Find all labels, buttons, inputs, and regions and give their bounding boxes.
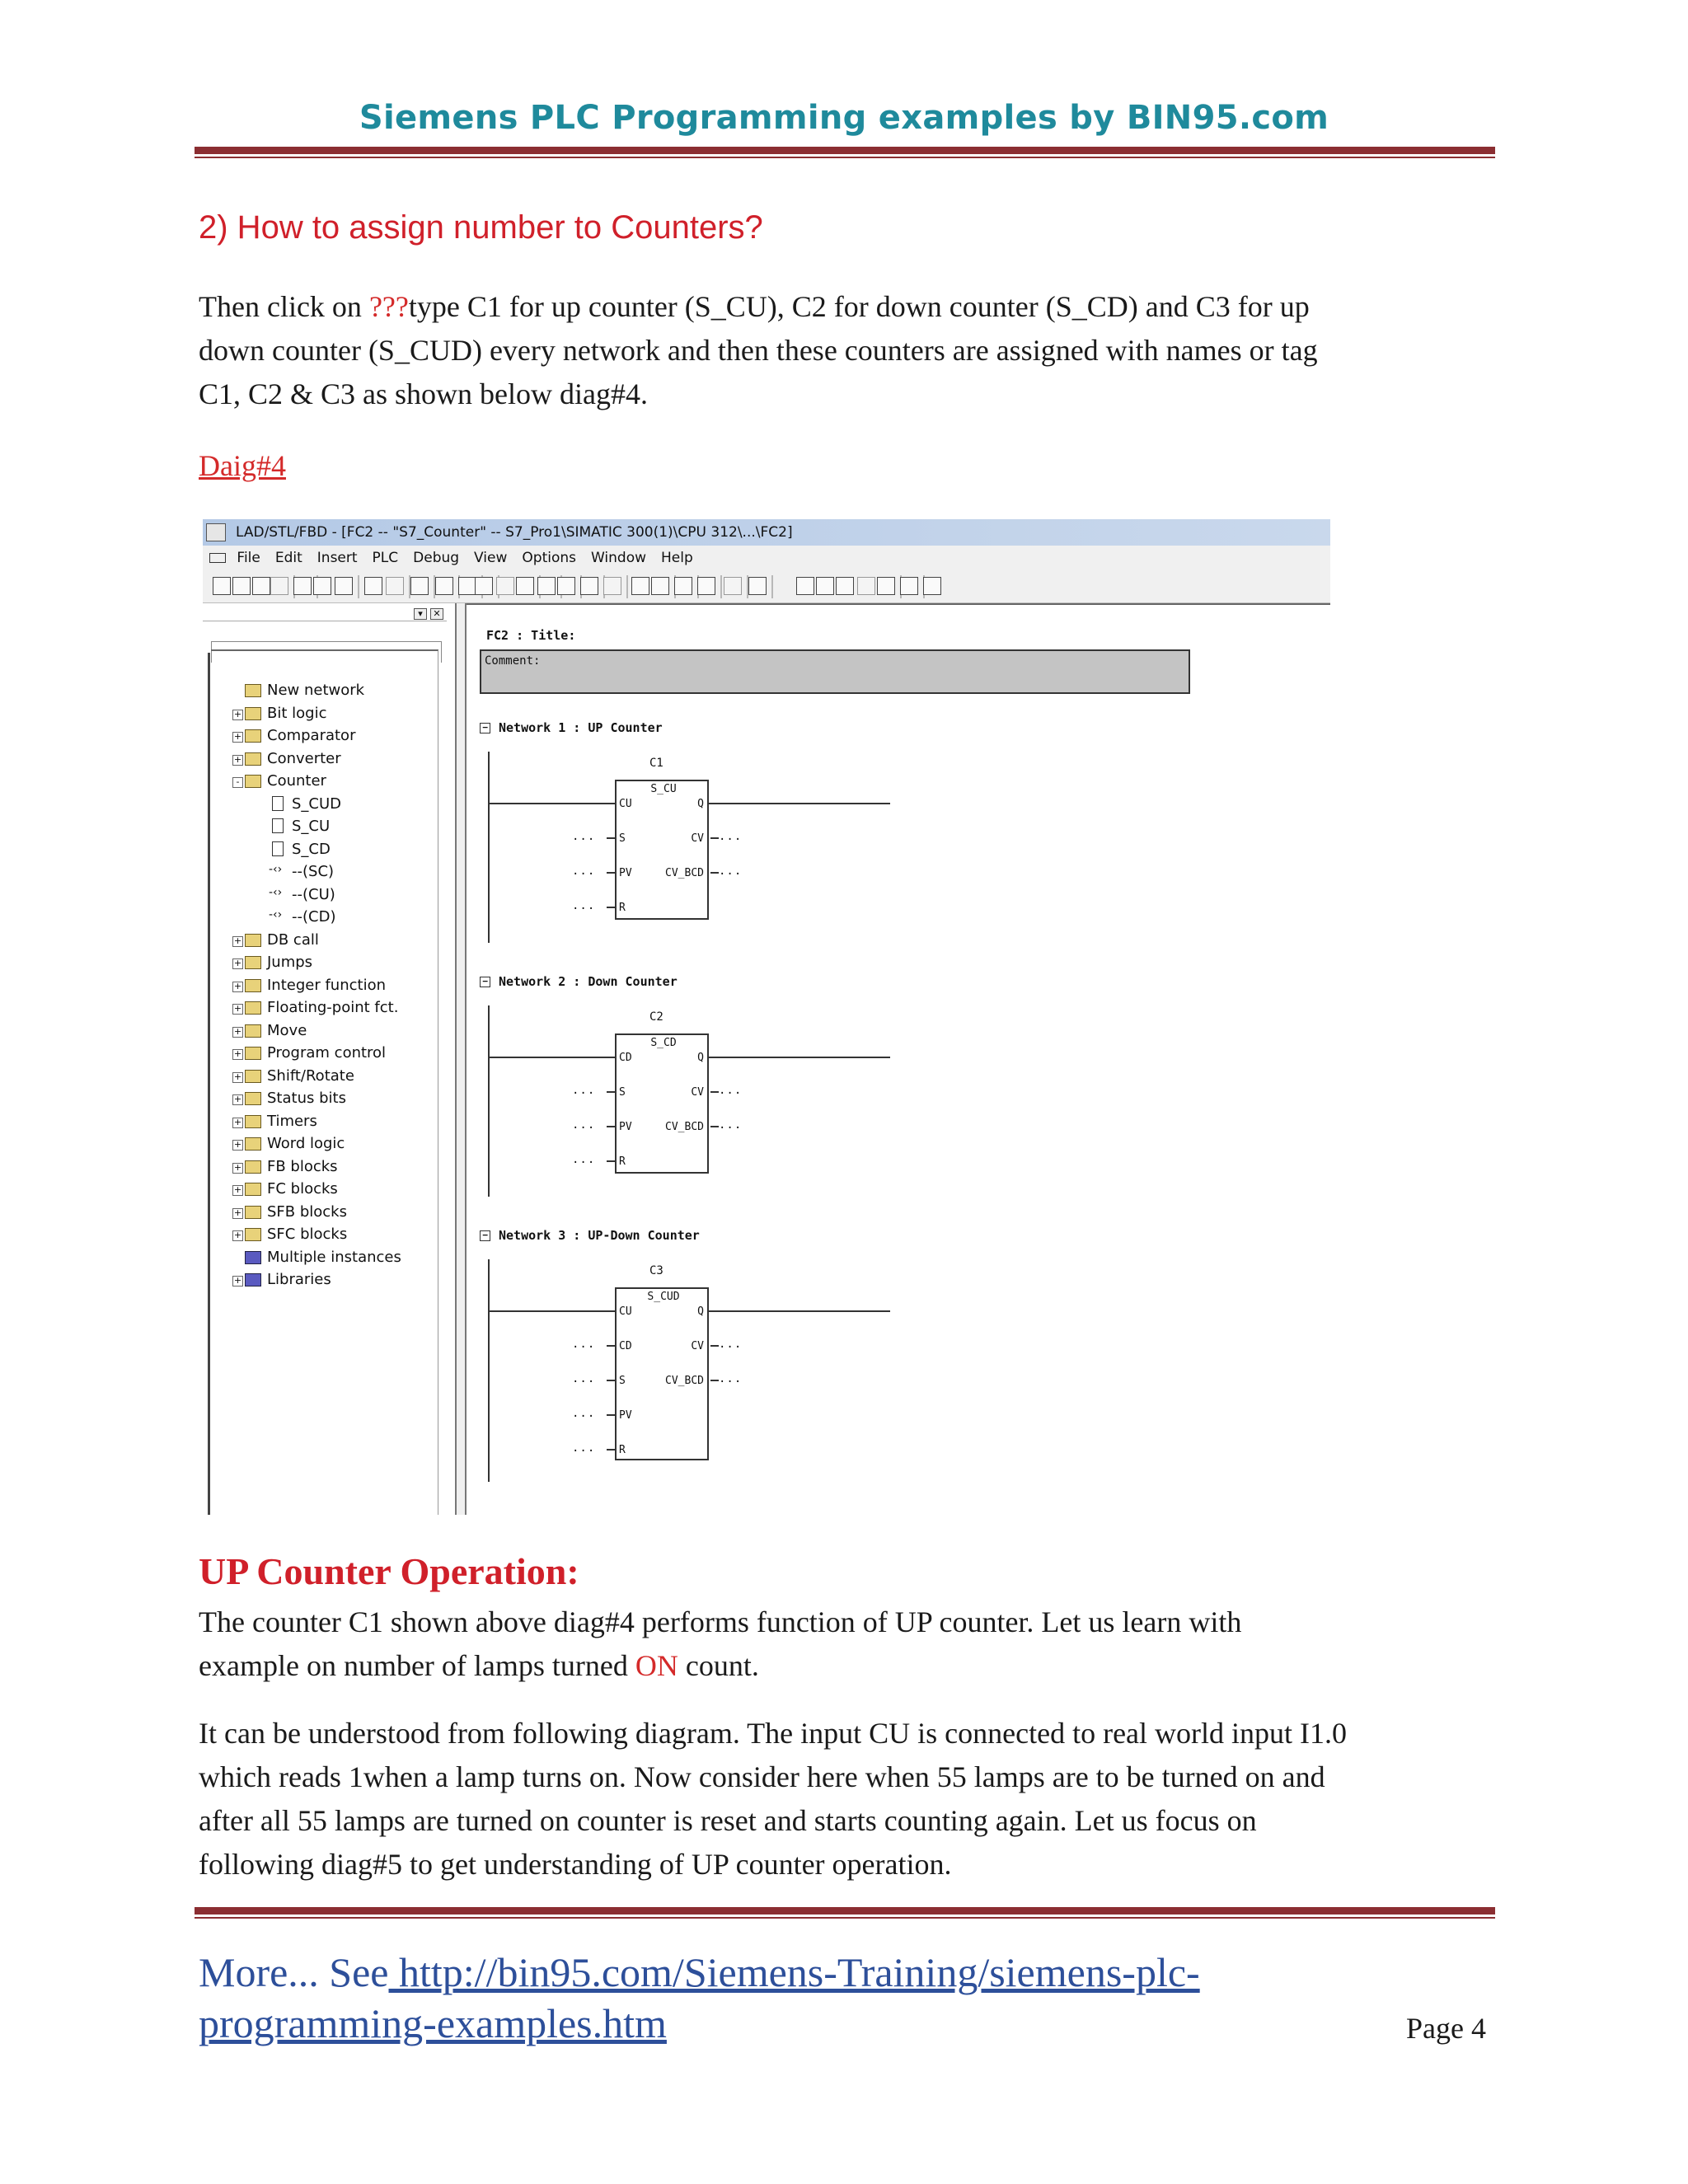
- diag-label: Daig#4: [199, 449, 286, 482]
- network-heading-text: Network 3 : UP-Down Counter: [499, 1228, 700, 1243]
- coil-icon: -‹›: [269, 863, 283, 876]
- output-pin: CV_BCD: [665, 1375, 704, 1387]
- pane-top-border: [203, 607, 447, 621]
- folder-icon: [245, 1115, 261, 1128]
- expand-icon[interactable]: +: [233, 958, 242, 968]
- tree-item-label: Program control: [267, 1044, 387, 1062]
- input-pin: CD: [619, 1052, 632, 1064]
- toolbar-separator: [771, 575, 773, 598]
- tree-item-label: --(SC): [292, 863, 335, 880]
- intro-marks: ???: [368, 290, 409, 323]
- tree-item-label: SFB blocks: [267, 1202, 347, 1221]
- input-pin: S: [619, 1086, 626, 1099]
- tree-item-label: S_CD: [292, 840, 331, 858]
- footer-more-link[interactable]: [199, 1947, 1369, 2049]
- expand-icon[interactable]: +: [233, 1139, 242, 1150]
- output-pin: CV: [691, 1340, 704, 1352]
- dropdown-icon[interactable]: ▾: [414, 608, 427, 620]
- rung-line: [490, 1310, 615, 1312]
- expand-icon[interactable]: +: [233, 1230, 242, 1240]
- output-wire: [710, 872, 719, 874]
- toolbar-button-icon[interactable]: [580, 577, 598, 595]
- footer-rule: [195, 1907, 1495, 1919]
- expand-icon[interactable]: +: [233, 731, 242, 742]
- tree-item[interactable]: [233, 1271, 331, 1288]
- toolbar-button-icon[interactable]: [603, 577, 621, 595]
- toolbar-button-icon[interactable]: [923, 577, 941, 595]
- output-placeholder[interactable]: ...: [719, 1118, 743, 1132]
- folder-icon: [245, 752, 261, 766]
- app-icon: [206, 523, 226, 541]
- folder-icon: [245, 1206, 261, 1219]
- tree-item-label: --(CU): [292, 885, 335, 903]
- power-rail: [488, 752, 490, 943]
- toolbar-button-icon[interactable]: [697, 577, 715, 595]
- toolbar-button-icon[interactable]: [674, 577, 692, 595]
- folder-icon: [245, 1228, 261, 1241]
- coil-icon: -‹›: [269, 885, 283, 899]
- expand-icon[interactable]: +: [233, 1025, 242, 1037]
- fc-title: FC2 : Title:: [486, 628, 576, 643]
- toolbar-separator: [358, 575, 359, 598]
- toolbar-button-icon[interactable]: [386, 577, 404, 595]
- output-wire: [710, 1126, 719, 1127]
- tree-item[interactable]: [233, 1135, 345, 1152]
- operation-paragraph-1: [199, 1601, 1501, 1688]
- tree-item-label: Converter: [267, 749, 341, 767]
- block-icon: [272, 818, 284, 833]
- intro-line-3: C1, C2 & C3 as shown below diag#4.: [199, 377, 648, 410]
- input-pin: CU: [619, 1305, 632, 1318]
- input-wire: [607, 837, 615, 839]
- op-p1-on: ON: [635, 1649, 678, 1682]
- block-type: S_CD: [650, 1037, 677, 1049]
- tree-item-label: Shift/Rotate: [267, 1066, 354, 1085]
- toolbar-separator: [626, 575, 628, 598]
- expand-icon[interactable]: +: [233, 1071, 242, 1082]
- input-wire: [607, 1091, 615, 1093]
- tree-item[interactable]: [233, 1044, 387, 1062]
- output-placeholder[interactable]: ...: [719, 1338, 743, 1351]
- tree-item-label: Timers: [267, 1112, 317, 1130]
- input-pin: PV: [619, 867, 632, 879]
- folder-icon: [245, 979, 261, 992]
- menu-file[interactable]: File: [237, 550, 260, 566]
- tree-item-label: Counter: [267, 772, 326, 790]
- expand-icon[interactable]: +: [233, 1048, 242, 1059]
- op-p1-line-2: [199, 1644, 1501, 1688]
- input-pin: PV: [619, 1121, 632, 1133]
- intro-line-2: down counter (S_CUD) every network and then these counters are assigned with names or tag: [199, 334, 1318, 367]
- toolbar-button-icon[interactable]: [816, 577, 834, 595]
- toolbar-button-icon[interactable]: [537, 577, 556, 595]
- input-wire: [607, 872, 615, 874]
- expand-icon[interactable]: +: [233, 1161, 242, 1173]
- intro-line-1: [199, 285, 1501, 329]
- op-p1-line-1: The counter C1 shown above diag#4 performs function of UP counter. Let us learn with: [199, 1605, 1242, 1638]
- tree-item[interactable]: [233, 930, 319, 949]
- window-title: LAD/STL/FBD - [FC2 -- "S7_Counter" -- S7_Pro1\SIMATIC 300(1)\CPU 312\...\FC2]: [236, 524, 793, 541]
- section-heading: 2) How to assign number to Counters?: [199, 209, 763, 246]
- expand-icon[interactable]: +: [233, 708, 242, 719]
- counter-block[interactable]: [615, 1287, 709, 1460]
- rung-line: [709, 1310, 890, 1312]
- network-heading[interactable]: [480, 974, 678, 989]
- editor-screenshot: [203, 519, 1330, 1515]
- expand-icon[interactable]: +: [233, 1207, 242, 1218]
- expand-icon[interactable]: +: [233, 980, 242, 991]
- op-p2-line-4: following diag#5 to get understanding of UP counter operation.: [199, 1848, 952, 1881]
- input-pin: CD: [619, 1340, 632, 1352]
- expand-icon[interactable]: +: [233, 1184, 242, 1195]
- block-type: S_CU: [650, 783, 677, 795]
- collapse-icon[interactable]: −: [480, 723, 490, 733]
- toolbar-button-icon[interactable]: [213, 577, 231, 595]
- tree-item[interactable]: [233, 1112, 317, 1130]
- tree-item[interactable]: [257, 1249, 401, 1266]
- tree-item-label: S_CUD: [292, 794, 342, 813]
- folder-icon: [245, 775, 261, 788]
- toolbar-button-icon[interactable]: [651, 577, 669, 595]
- op-p1-suffix: count.: [678, 1649, 759, 1682]
- tree-item[interactable]: [233, 1021, 307, 1039]
- tree-item[interactable]: [257, 682, 364, 699]
- toolbar-button-icon[interactable]: [724, 577, 742, 595]
- tree-item[interactable]: [269, 885, 335, 903]
- program-elements-pane: [203, 603, 450, 1515]
- tree-item-label: --(CD): [292, 908, 336, 926]
- rung-line: [490, 1057, 615, 1058]
- input-placeholder[interactable]: ...: [572, 899, 596, 912]
- menu-bar: [203, 546, 1330, 570]
- footer-more-text: More... See: [199, 1949, 389, 1995]
- tree-item[interactable]: [269, 908, 336, 926]
- output-pin: CV: [691, 832, 704, 845]
- tree-item[interactable]: [233, 999, 399, 1016]
- intro-paragraph: [199, 285, 1501, 416]
- toolbar-button-icon[interactable]: [232, 577, 251, 595]
- comment-box[interactable]: Comment:: [480, 649, 1190, 694]
- coil-icon: -‹›: [269, 908, 283, 921]
- counter-block[interactable]: [615, 780, 709, 920]
- expand-icon[interactable]: +: [233, 1275, 242, 1286]
- toolbar-button-icon[interactable]: [836, 577, 854, 595]
- folder-icon: [245, 1070, 261, 1083]
- intro-prefix: Then click on: [199, 290, 369, 323]
- toolbar-button-icon[interactable]: [335, 577, 353, 595]
- expand-icon[interactable]: +: [233, 1094, 242, 1104]
- folder-icon: [245, 1137, 261, 1151]
- output-wire: [710, 837, 719, 839]
- menu-edit[interactable]: Edit: [274, 550, 302, 566]
- tree-item-label: Status bits: [267, 1090, 346, 1107]
- menu-view[interactable]: View: [474, 550, 508, 566]
- input-wire: [607, 1160, 615, 1162]
- toolbar-button-icon[interactable]: [631, 577, 649, 595]
- input-pin: S: [619, 832, 626, 845]
- tree-item-label: FB blocks: [267, 1157, 338, 1175]
- rung-line: [709, 1057, 890, 1058]
- toolbar-button-icon[interactable]: [410, 577, 429, 595]
- network-heading[interactable]: [480, 720, 663, 735]
- collapse-icon[interactable]: −: [480, 1230, 490, 1241]
- input-wire: [607, 1126, 615, 1127]
- output-pin: Q: [697, 1305, 704, 1318]
- network-heading-text: Network 1 : UP Counter: [499, 720, 663, 735]
- op-p2-line-2: which reads 1when a lamp turns on. Now consider here when 55 lamps are to be turned on and: [199, 1760, 1325, 1793]
- output-placeholder[interactable]: ...: [719, 1084, 743, 1097]
- rung-line: [490, 803, 615, 804]
- document-header-title: Siemens PLC Programming examples by BIN95.com: [359, 99, 1329, 137]
- input-wire: [607, 1449, 615, 1451]
- page-number: Page 4: [1406, 2012, 1486, 2045]
- output-placeholder[interactable]: ...: [719, 1372, 743, 1385]
- input-placeholder[interactable]: ...: [572, 1084, 596, 1097]
- input-wire: [607, 1414, 615, 1416]
- input-pin: CU: [619, 798, 632, 810]
- menu-options[interactable]: Options: [522, 550, 576, 566]
- tree-item[interactable]: [233, 954, 313, 971]
- folder-icon: [245, 1183, 261, 1196]
- tree-item[interactable]: [282, 795, 341, 813]
- folder-icon: [245, 1092, 261, 1105]
- tree-item-label: FC blocks: [267, 1180, 338, 1197]
- power-rail: [488, 1005, 490, 1197]
- close-icon[interactable]: ✕: [430, 608, 443, 620]
- collapse-icon[interactable]: -: [232, 777, 243, 788]
- tree-item-label: Comparator: [267, 727, 356, 744]
- library-icon: [245, 1273, 261, 1286]
- input-placeholder[interactable]: ...: [572, 1338, 596, 1351]
- output-placeholder[interactable]: ...: [719, 865, 743, 878]
- power-rail: [488, 1259, 490, 1482]
- block-icon: [272, 796, 284, 811]
- input-placeholder[interactable]: ...: [572, 830, 596, 843]
- tree-left-border: [208, 653, 210, 1515]
- tree-item[interactable]: [269, 863, 335, 880]
- pane-splitter[interactable]: [455, 603, 467, 1515]
- ladder-editor: [467, 603, 1330, 1515]
- tree-item-label: Bit logic: [267, 704, 327, 722]
- tree-item[interactable]: [233, 976, 386, 994]
- header-rule: [195, 147, 1495, 158]
- counter-address[interactable]: C1: [649, 757, 663, 770]
- tree-item-label: New network: [267, 682, 365, 699]
- output-pin: CV_BCD: [665, 867, 704, 879]
- tree-item-label: Jumps: [267, 954, 313, 971]
- tree-item[interactable]: [233, 1226, 348, 1243]
- folder-icon: [245, 934, 261, 947]
- toolbar-button-icon[interactable]: [435, 577, 453, 595]
- output-wire: [710, 1380, 719, 1381]
- folder-icon: [245, 1001, 261, 1015]
- output-placeholder[interactable]: ...: [719, 830, 743, 843]
- block-type: S_CUD: [647, 1291, 680, 1303]
- operation-heading: UP Counter Operation:: [199, 1550, 579, 1592]
- library-icon: [245, 1251, 261, 1264]
- tree-item[interactable]: [282, 818, 330, 835]
- input-pin: PV: [619, 1409, 632, 1422]
- input-pin: R: [619, 902, 626, 914]
- folder-icon: [245, 1160, 261, 1174]
- menu-insert[interactable]: Insert: [316, 550, 358, 566]
- toolbar-button-icon[interactable]: [857, 577, 875, 595]
- tree-item[interactable]: [233, 1180, 338, 1197]
- tree-item[interactable]: [233, 749, 341, 767]
- tree-item[interactable]: [233, 1090, 346, 1107]
- folder-icon: [245, 1024, 261, 1038]
- footer-url-part-2[interactable]: programming-examples.htm: [199, 2000, 667, 2046]
- toolbar-button-icon[interactable]: [475, 577, 493, 595]
- intro-line1-rest: type C1 for up counter (S_CU), C2 for down counter (S_CD) and C3 for up: [408, 290, 1310, 323]
- toolbar-button-icon[interactable]: [313, 577, 331, 595]
- toolbar-button-icon[interactable]: [796, 577, 814, 595]
- footer-url-part-1[interactable]: http://bin95.com/Siemens-Training/siemens-plc-: [388, 1949, 1200, 1995]
- output-pin: Q: [697, 798, 704, 810]
- tree-item-label: SFC blocks: [267, 1226, 348, 1243]
- toolbar-separator: [720, 575, 722, 598]
- input-wire: [607, 1345, 615, 1347]
- tree-item[interactable]: [233, 704, 327, 722]
- tree-item[interactable]: [282, 841, 331, 858]
- tree-item-label: Multiple instances: [267, 1248, 401, 1266]
- menu-plc[interactable]: PLC: [372, 550, 399, 566]
- tree-item[interactable]: [236, 772, 326, 790]
- input-placeholder[interactable]: ...: [572, 1372, 596, 1385]
- tree-item-label: Word logic: [267, 1135, 345, 1152]
- expand-icon[interactable]: +: [233, 935, 242, 946]
- input-pin: R: [619, 1155, 626, 1168]
- counter-address[interactable]: C3: [649, 1264, 663, 1277]
- menu-window[interactable]: Window: [590, 550, 647, 566]
- tree-item-label: S_CU: [292, 818, 331, 835]
- toolbar-button-icon[interactable]: [458, 577, 476, 595]
- input-placeholder[interactable]: ...: [572, 1441, 596, 1455]
- input-placeholder[interactable]: ...: [572, 1153, 596, 1166]
- menu-help[interactable]: Help: [661, 550, 693, 566]
- output-wire: [710, 1345, 719, 1347]
- operation-paragraph-2: [199, 1712, 1501, 1886]
- toolbar-button-icon[interactable]: [900, 577, 918, 595]
- toolbar-button-icon[interactable]: [270, 577, 288, 595]
- expand-icon[interactable]: +: [233, 1116, 242, 1127]
- output-wire: [710, 1091, 719, 1093]
- input-placeholder[interactable]: ...: [572, 1407, 596, 1420]
- input-wire: [607, 1380, 615, 1381]
- rung-line: [709, 803, 890, 804]
- input-wire: [607, 907, 615, 908]
- toolbar-button-icon[interactable]: [496, 577, 514, 595]
- op-p2-line-3: after all 55 lamps are turned on counter is reset and starts counting again. Let us focus on: [199, 1804, 1257, 1837]
- block-icon: [272, 841, 284, 856]
- menu-debug[interactable]: Debug: [413, 550, 460, 566]
- toolbar-button-icon[interactable]: [252, 577, 270, 595]
- output-pin: Q: [697, 1052, 704, 1064]
- tree-item[interactable]: [233, 1202, 347, 1221]
- toolbar-button-icon[interactable]: [748, 577, 767, 595]
- input-placeholder[interactable]: ...: [572, 1118, 596, 1132]
- toolbar-button-icon[interactable]: [877, 577, 895, 595]
- network-heading[interactable]: [480, 1228, 700, 1243]
- op-p2-line-1: It can be understood from following diagram. The input CU is connected to real world input I1.0: [199, 1717, 1348, 1750]
- input-pin: R: [619, 1444, 626, 1456]
- window-titlebar: [203, 519, 1330, 546]
- input-pin: S: [619, 1375, 626, 1387]
- tree-item-label: Integer function: [267, 976, 386, 994]
- counter-address[interactable]: C2: [649, 1010, 663, 1024]
- network-heading-text: Network 2 : Down Counter: [499, 974, 678, 989]
- tree-item-label: Libraries: [267, 1271, 331, 1288]
- tree-item-label: Move: [267, 1021, 307, 1039]
- output-pin: CV_BCD: [665, 1121, 704, 1133]
- expand-icon[interactable]: +: [233, 753, 242, 765]
- window-menu-icon[interactable]: [209, 553, 226, 563]
- toolbar: [203, 570, 1330, 603]
- tree-item-label: DB call: [267, 930, 319, 949]
- folder-icon: [245, 956, 261, 969]
- op-p1-prefix: example on number of lamps turned: [199, 1649, 635, 1682]
- toolbar-button-icon[interactable]: [516, 577, 534, 595]
- collapse-icon[interactable]: −: [480, 977, 490, 987]
- network-icon: [245, 684, 261, 697]
- toolbar-button-icon[interactable]: [557, 577, 575, 595]
- tree-item[interactable]: [233, 1157, 338, 1175]
- folder-icon: [245, 1047, 261, 1060]
- folder-icon: [245, 729, 261, 743]
- toolbar-button-icon[interactable]: [364, 577, 382, 595]
- expand-icon[interactable]: +: [233, 1003, 242, 1014]
- tree-item[interactable]: [233, 1066, 354, 1085]
- folder-icon: [245, 707, 261, 720]
- output-pin: CV: [691, 1086, 704, 1099]
- tree-item-label: Floating-point fct.: [267, 999, 399, 1016]
- toolbar-button-icon[interactable]: [293, 577, 312, 595]
- counter-block[interactable]: [615, 1033, 709, 1174]
- input-placeholder[interactable]: ...: [572, 865, 596, 878]
- tree-item[interactable]: [233, 727, 356, 744]
